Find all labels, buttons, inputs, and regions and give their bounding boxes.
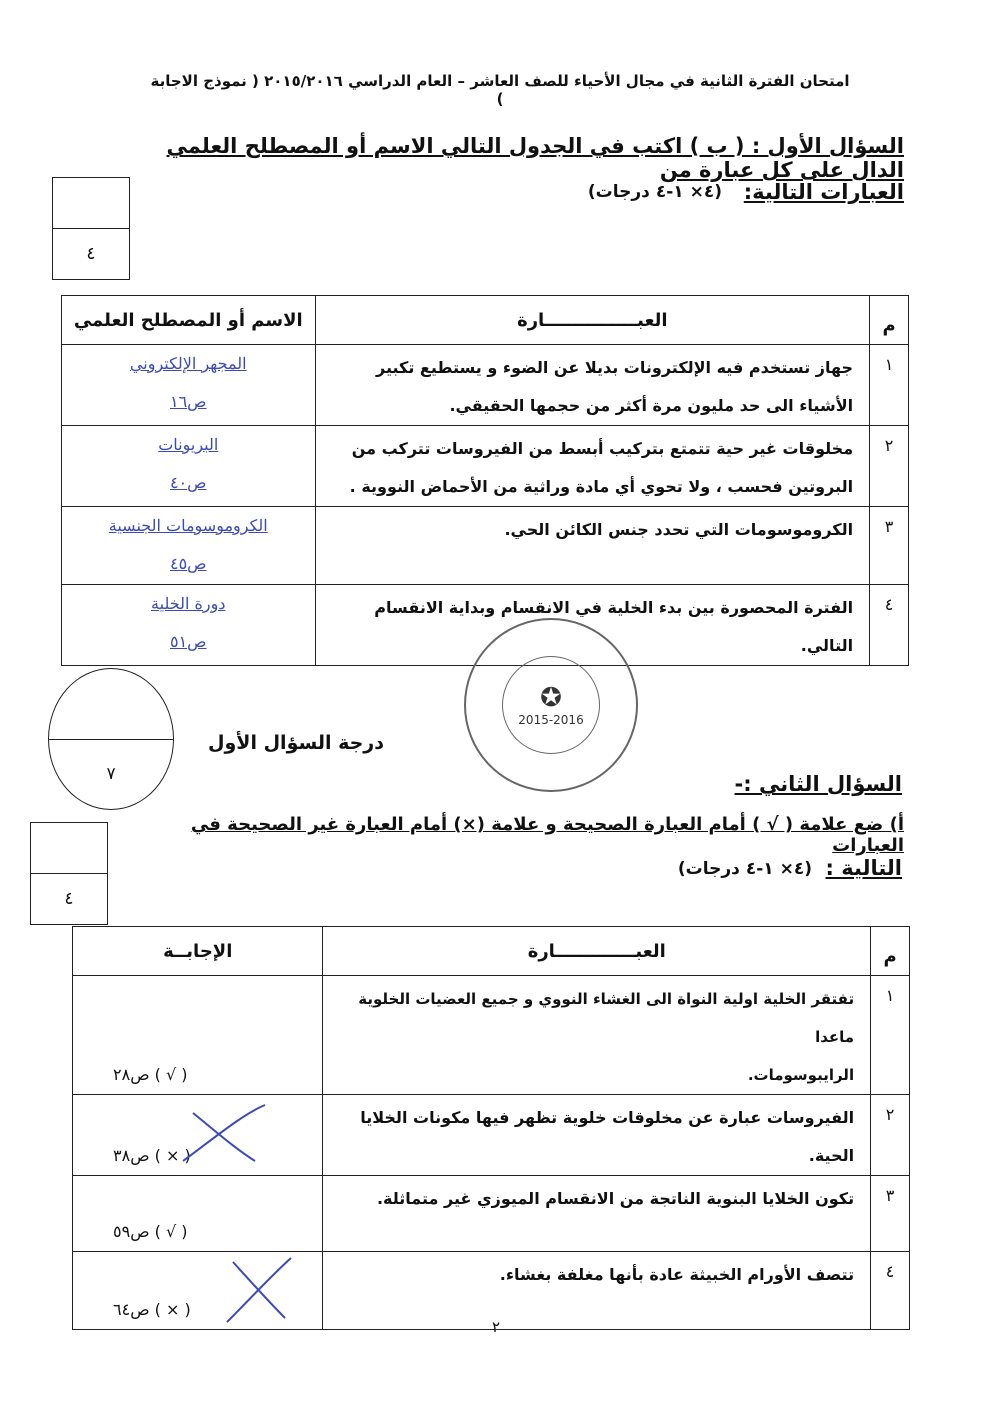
q2-heading: السؤال الثاني :- [734,772,902,796]
row-answer [73,1095,323,1176]
row-statement [323,976,871,1095]
handwritten-cross-icon [213,1252,303,1328]
q1-total-blank [49,669,173,740]
table-row [62,345,909,426]
table-row [73,1095,910,1176]
q2-col-answer: الإجابــة [73,927,323,976]
row-statement [315,345,870,426]
q1-heading: السؤال الأول : ( ب ) اكتب في الجدول التالي الاسم أو المصطلح العلمي الدال على كل عبارة من [166,134,904,182]
q2-marks: (٤× ١-٤ درجات) [677,859,812,879]
table-row [73,976,910,1095]
row-statement [323,1252,871,1330]
statement-line: الفيروسات عبارة عن مخلوقات خلوية تظهر فيها مكونات الخلايا [360,1108,855,1127]
answer-text: ( × ) ص٣٨ [113,1146,191,1165]
q1-col-num: م [870,296,909,345]
q1-score-box [52,177,130,280]
table-row [73,1252,910,1330]
q2-score-box [30,822,108,925]
term-page: ص٤٠ [169,473,207,492]
answer-text: ( × ) ص٦٤ [113,1300,191,1319]
q1-total-label: درجة السؤال الأول [208,732,384,754]
row-statement [315,426,870,507]
seal-year: 2015-2016 [518,713,584,727]
statement-line: مخلوقات غير حية تتمتع بتركيب أبسط من الفيروسات تتركب من [351,439,854,458]
q2-table-header [73,927,910,976]
row-number: ٣ [870,507,909,585]
q2-instruction-line2: التالية : [825,856,902,880]
row-number: ٤ [870,585,909,666]
q2-score-value: ٤ [64,888,74,909]
row-number: ٢ [870,426,909,507]
q2-instruction: أ) ضع علامة ( √ ) أمام العبارة الصحيحة و علامة (×) أمام العبارة غير الصحيحة في العبارات [190,814,904,856]
ministry-seal [464,618,638,792]
handwritten-cross-icon [163,1099,273,1169]
q1-col-term: الاسم أو المصطلح العلمي [62,296,316,345]
row-number: ٣ [871,1176,910,1252]
answer-text: ( √ ) ص٢٨ [113,1065,188,1084]
row-statement [323,1176,871,1252]
term-text: دورة الخلية [151,594,226,613]
q2-col-statement: العبـــــــــــــارة [323,927,871,976]
q2-score-blank [31,823,107,874]
statement-line: جهاز تستخدم فيه الإلكترونات بديلا عن الضوء و يستطيع تكبير [376,358,854,377]
q1-total-circle [48,668,174,810]
q1-table [61,295,909,666]
term-page: ص٥١ [169,632,207,651]
q1-marks: (٤× ١-٤ درجات) [587,182,722,202]
statement-line: الكروموسومات التي تحدد جنس الكائن الحي. [504,520,854,539]
statement-line: تفتقر الخلية اولية النواة الى الغشاء النووي و جميع العضيات الخلوية ماعدا [358,990,855,1046]
seal-emblem [502,656,600,754]
row-term [62,345,316,426]
row-statement [315,507,870,585]
row-statement [323,1095,871,1176]
row-term [62,585,316,666]
q1-total-score: ٧ [106,764,116,784]
term-text: المجهر الإلكتروني [129,354,247,373]
row-number: ٤ [871,1252,910,1330]
row-term [62,507,316,585]
row-answer [73,976,323,1095]
row-number: ١ [870,345,909,426]
answer-text: ( √ ) ص٥٩ [113,1222,188,1241]
q1-score-value: ٤ [86,243,96,264]
q1-table-header [62,296,909,345]
q2-col-num: م [871,927,910,976]
q2-table [72,926,910,1330]
exam-header: امتحان الفترة الثانية في مجال الأحياء للصف العاشر – العام الدراسي ٢٠١٥/٢٠١٦ ( نموذج الاجابة ) [150,72,850,108]
statement-line: الرايبوسومات. [747,1066,855,1084]
term-text: الكروموسومات الجنسية [108,516,268,535]
q1-col-statement: العبـــــــــــــــارة [315,296,870,345]
emblem-icon: ✪ [540,683,562,713]
statement-line: تكون الخلايا البنوية الناتجة من الانقسام الميوزي غير متماثلة. [376,1189,855,1208]
statement-line: الحية. [808,1146,855,1165]
statement-line: تتصف الأورام الخبيثة عادة بأنها مغلفة بغشاء. [499,1265,855,1284]
table-row [62,426,909,507]
row-answer [73,1176,323,1252]
table-row [73,1176,910,1252]
statement-line: الفترة المحصورة بين بدء الخلية في الانقسام وبداية الانقسام التالي. [374,598,854,655]
row-answer [73,1252,323,1330]
statement-line: الأشياء الى حد مليون مرة أكثر من حجمها الحقيقي. [449,396,854,415]
row-term [62,426,316,507]
page-number: ٢ [492,1318,501,1336]
q1-heading-line2: العبارات التالية: [743,180,904,204]
table-row [62,507,909,585]
row-number: ٢ [871,1095,910,1176]
statement-line: البروتين فحسب ، ولا تحوي أي مادة وراثية من الأحماض النووية . [349,477,854,496]
q1-score-blank [53,178,129,229]
term-page: ص١٦ [169,392,207,411]
row-number: ١ [871,976,910,1095]
term-page: ص٤٥ [169,554,207,573]
term-text: البريونات [158,435,219,454]
